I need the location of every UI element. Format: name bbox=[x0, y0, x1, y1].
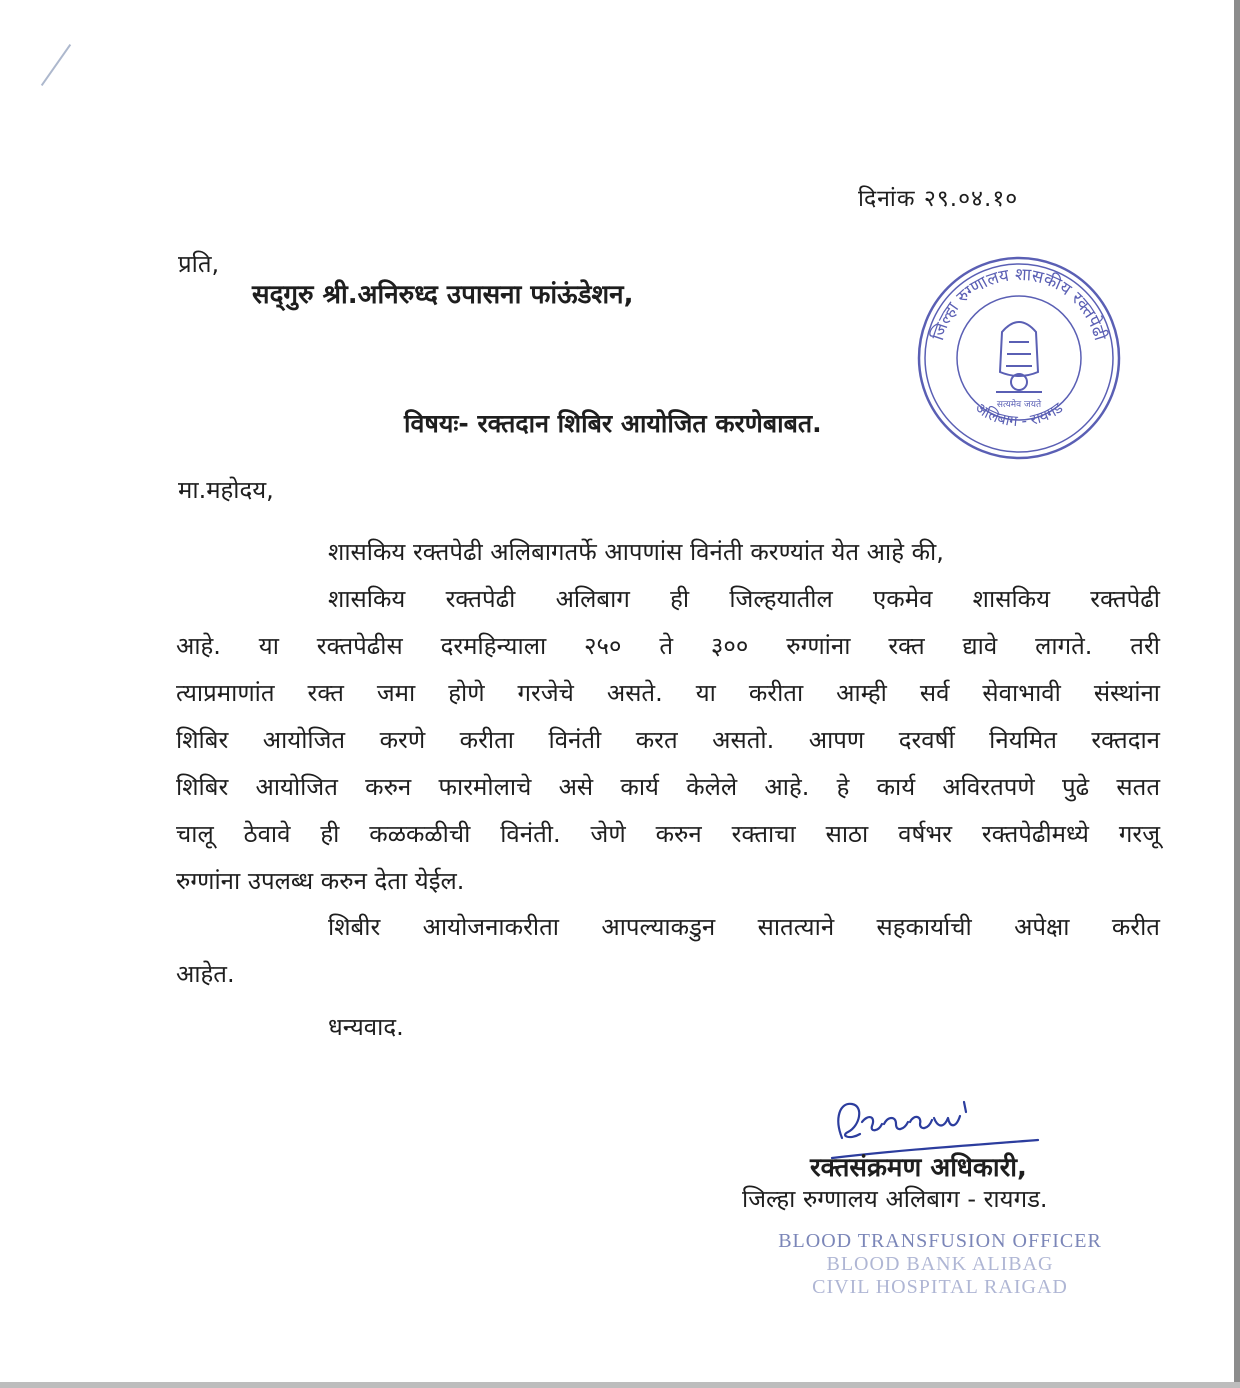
letter-date: दिनांक २९.०४.१० bbox=[858, 186, 1019, 212]
letter-subject: विषयः- रक्तदान शिबिर आयोजित करणेबाबत. bbox=[404, 409, 822, 438]
paragraph-line: शिबीर आयोजनाकरीता आपल्याकडुन सातत्याने सहकार्याची अपेक्षा करीत bbox=[328, 913, 1160, 941]
signatory-title: रक्तसंक्रमण अधिकारी, bbox=[810, 1153, 1027, 1183]
officer-stamp-line: CIVIL HOSPITAL RAIGAD bbox=[812, 1276, 1068, 1298]
scan-edge-bottom bbox=[0, 1382, 1240, 1388]
recipient-name: सद्‌गुरु श्री.अनिरुध्द उपासना फांऊंडेशन, bbox=[252, 280, 634, 310]
scan-edge-right bbox=[1234, 0, 1240, 1388]
paper-mark bbox=[41, 44, 71, 86]
salutation: मा.महोदय, bbox=[178, 476, 274, 504]
paragraph-line: आहेत. bbox=[176, 960, 235, 988]
paragraph-line: त्याप्रमाणांत रक्त जमा होणे गरजेचे असते. या करीता आम्ही सर्व सेवाभावी संस्थांना bbox=[176, 679, 1160, 707]
paragraph-body bbox=[176, 576, 1160, 905]
handwritten-signature bbox=[820, 1088, 1040, 1163]
emblem-icon bbox=[996, 322, 1042, 392]
officer-stamp-line: BLOOD BANK ALIBAG bbox=[826, 1253, 1054, 1275]
official-seal-icon bbox=[914, 252, 1124, 464]
to-label: प्रति, bbox=[178, 250, 220, 278]
paragraph-intro bbox=[176, 529, 1160, 576]
paragraph-line: शासकिय रक्तपेढी अलिबाग ही जिल्हयातील एकमेव शासकिय रक्तपेढी bbox=[328, 585, 1160, 613]
seal-bottom-text: अलिबाग - रायगड bbox=[971, 398, 1067, 431]
paragraph-line: रुग्णांना उपलब्ध करुन देता येईल. bbox=[176, 867, 465, 895]
paragraph-line: चालू ठेवावे ही कळकळीची विनंती. जेणे करुन रक्ताचा साठा वर्षभर रक्तपेढीमध्ये गरजू bbox=[176, 820, 1160, 848]
closing-thanks: धन्यवाद. bbox=[328, 1013, 404, 1041]
officer-stamp-line: BLOOD TRANSFUSION OFFICER bbox=[778, 1230, 1102, 1252]
seal-motto: सत्यमेव जयते bbox=[996, 400, 1042, 410]
paragraph-line: शासकिय रक्तपेढी अलिबागतर्फे आपणांस विनंती करण्यांत येत आहे की, bbox=[328, 538, 944, 566]
paragraph-line: शिबिर आयोजित करणे करीता विनंती करत असतो. आपण दरवर्षी नियमित रक्तदान bbox=[176, 726, 1160, 754]
signatory-office: जिल्हा रुग्णालय अलिबाग - रायगड. bbox=[742, 1185, 1048, 1213]
paragraph-line: आहे. या रक्तपेढीस दरमहिन्याला २५० ते ३०० रुग्णांना रक्त द्यावे लागते. तरी bbox=[176, 632, 1160, 660]
paragraph-line: शिबिर आयोजित करुन फारमोलाचे असे कार्य केलेले आहे. हे कार्य अविरतपणे पुढे सतत bbox=[176, 773, 1160, 801]
paragraph-request bbox=[176, 904, 1160, 998]
seal-text: जिल्हा रुग्णालय शासकीय रक्तपेढी bbox=[928, 264, 1110, 343]
